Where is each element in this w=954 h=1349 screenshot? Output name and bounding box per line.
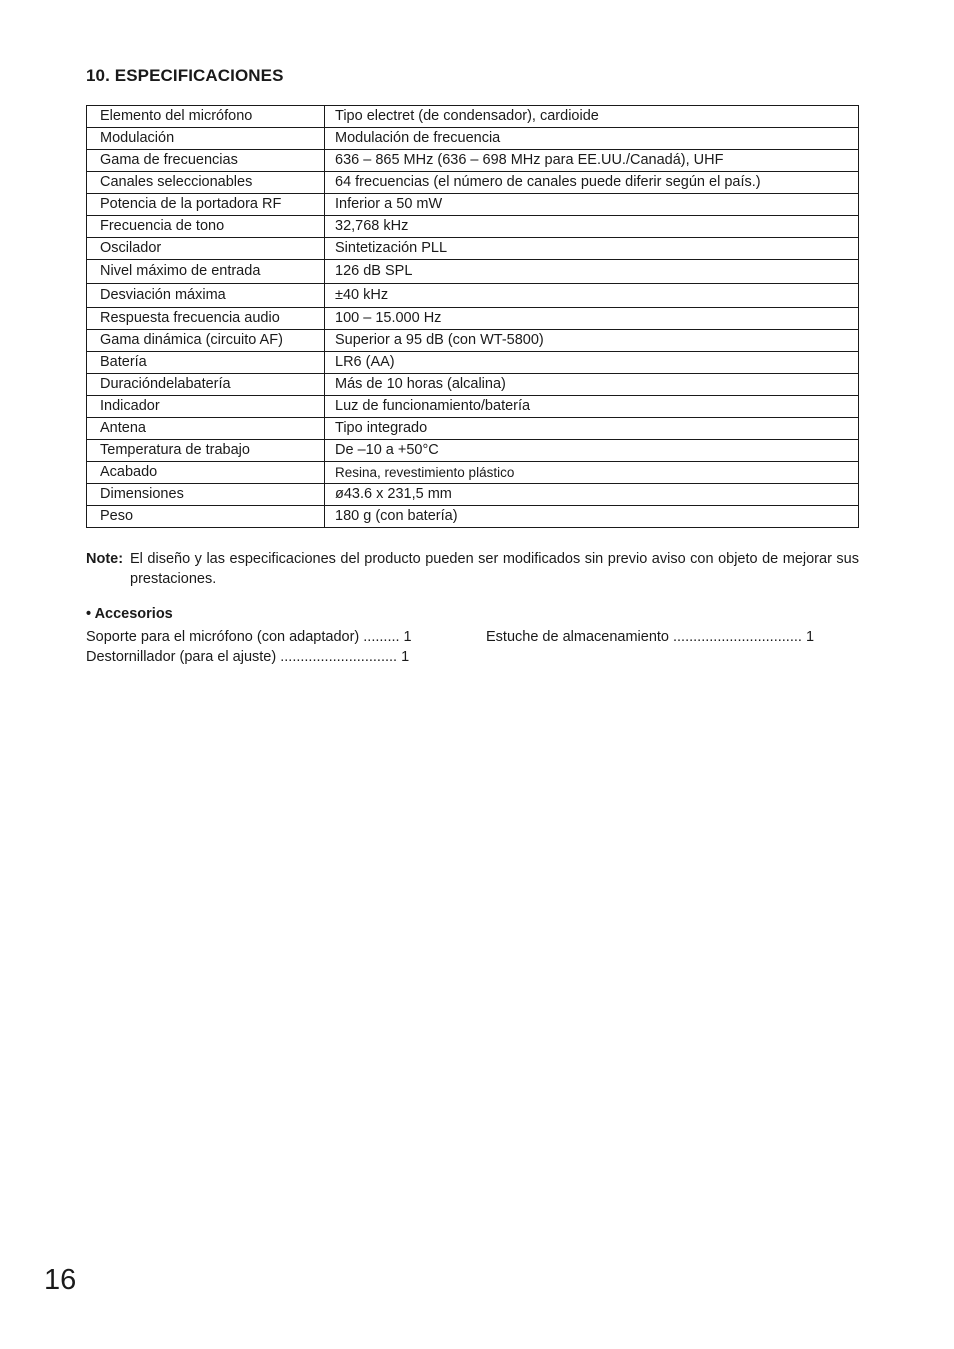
accessory-item: Destornillador (para el ajuste) ............................. 1 xyxy=(86,649,410,665)
spec-label: Dimensiones xyxy=(87,484,325,506)
spec-label: Duracióndelabatería xyxy=(87,374,325,396)
table-row xyxy=(87,128,859,150)
spec-value: 64 frecuencias (el número de canales puede diferir según el país.) xyxy=(325,172,859,194)
accessory-item: Estuche de almacenamiento ................................ 1 xyxy=(486,629,815,645)
table-row xyxy=(87,462,859,484)
accessories-heading: • Accesorios xyxy=(86,606,173,622)
note-block xyxy=(86,549,859,589)
spec-label: Respuesta frecuencia audio xyxy=(87,308,325,330)
spec-value: ø43.6 x 231,5 mm xyxy=(325,484,859,506)
spec-value: 636 – 865 MHz (636 – 698 MHz para EE.UU./Canadá), UHF xyxy=(325,150,859,172)
spec-label: Frecuencia de tono xyxy=(87,216,325,238)
spec-label: Batería xyxy=(87,352,325,374)
table-row xyxy=(87,396,859,418)
section-title: 10. ESPECIFICACIONES xyxy=(86,66,284,85)
table-row xyxy=(87,374,859,396)
spec-value: De –10 a +50°C xyxy=(325,440,859,462)
spec-label: Acabado xyxy=(87,462,325,484)
spec-label: Temperatura de trabajo xyxy=(87,440,325,462)
spec-value: 126 dB SPL xyxy=(325,260,859,284)
spec-value: 100 – 15.000 Hz xyxy=(325,308,859,330)
spec-label: Gama dinámica (circuito AF) xyxy=(87,330,325,352)
spec-label: Nivel máximo de entrada xyxy=(87,260,325,284)
page-number: 16 xyxy=(44,1264,77,1296)
table-row xyxy=(87,260,859,284)
table-row xyxy=(87,308,859,330)
spec-value: Luz de funcionamiento/batería xyxy=(325,396,859,418)
table-row xyxy=(87,194,859,216)
spec-value: Inferior a 50 mW xyxy=(325,194,859,216)
spec-value: Tipo integrado xyxy=(325,418,859,440)
spec-label: Gama de frecuencias xyxy=(87,150,325,172)
spec-value: Sintetización PLL xyxy=(325,238,859,260)
table-row xyxy=(87,150,859,172)
spec-value: ±40 kHz xyxy=(325,284,859,308)
spec-value: Resina, revestimiento plástico xyxy=(325,462,859,484)
spec-label: Antena xyxy=(87,418,325,440)
spec-label: Elemento del micrófono xyxy=(87,106,325,128)
table-row xyxy=(87,216,859,238)
spec-label: Potencia de la portadora RF xyxy=(87,194,325,216)
table-row xyxy=(87,284,859,308)
spec-value: Más de 10 horas (alcalina) xyxy=(325,374,859,396)
accessory-item: Soporte para el micrófono (con adaptador) ......... 1 xyxy=(86,629,412,645)
table-row xyxy=(87,106,859,128)
spec-label: Indicador xyxy=(87,396,325,418)
spec-label: Modulación xyxy=(87,128,325,150)
table-row xyxy=(87,330,859,352)
note-text: El diseño y las especificaciones del producto pueden ser modificados sin previo aviso con objeto de mejorar sus prestaciones. xyxy=(130,551,859,587)
spec-label: Peso xyxy=(87,506,325,528)
spec-value: 180 g (con batería) xyxy=(325,506,859,528)
table-row xyxy=(87,440,859,462)
spec-value: Modulación de frecuencia xyxy=(325,128,859,150)
note-label: Note: xyxy=(86,551,124,567)
spec-label: Desviación máxima xyxy=(87,284,325,308)
spec-value: LR6 (AA) xyxy=(325,352,859,374)
specifications-table xyxy=(86,105,859,528)
table-row xyxy=(87,418,859,440)
table-row xyxy=(87,238,859,260)
spec-value: Tipo electret (de condensador), cardioide xyxy=(325,106,859,128)
table-row xyxy=(87,172,859,194)
table-row xyxy=(87,484,859,506)
spec-label: Canales seleccionables xyxy=(87,172,325,194)
table-row xyxy=(87,506,859,528)
spec-value: 32,768 kHz xyxy=(325,216,859,238)
spec-value: Superior a 95 dB (con WT-5800) xyxy=(325,330,859,352)
table-row xyxy=(87,352,859,374)
spec-label: Oscilador xyxy=(87,238,325,260)
